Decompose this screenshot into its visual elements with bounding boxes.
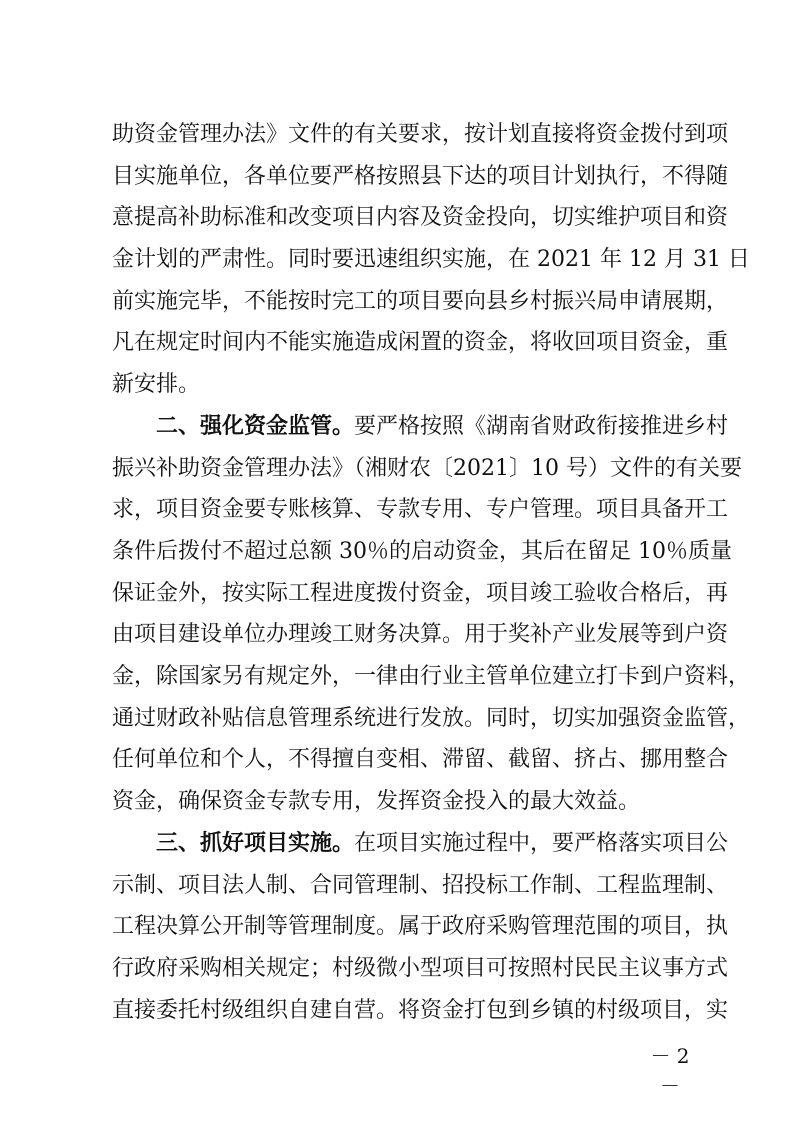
section-3-first-line (156, 829, 729, 859)
body-line: 前实施完毕，不能按时完工的项目要向县乡村振兴局申请展期， (112, 289, 729, 314)
body-line: 目实施单位，各单位要严格按照县下达的项目计划执行，不得随 (112, 164, 729, 189)
body-line: 意提高补助标准和改变项目内容及资金投向，切实维护项目和资 (112, 205, 729, 230)
body-line: 助资金管理办法》文件的有关要求，按计划直接将资金拨付到项 (112, 122, 729, 147)
body-line: 新安排。 (112, 372, 201, 397)
page-number: － 2 － (650, 1044, 690, 1098)
body-line: 示制、项目法人制、合同管理制、招投标工作制、工程监理制、 (112, 873, 729, 898)
body-line: 求，项目资金要专账核算、专款专用、专户管理。项目具备开工 (112, 497, 729, 522)
body-line: 任何单位和个人，不得擅自变相、滞留、截留、挤占、挪用整合 (112, 747, 729, 772)
body-line: 直接委托村级组织自建自营。将资金打包到乡镇的村级项目，实 (112, 998, 729, 1023)
body-line: 由项目建设单位办理竣工财务决算。用于奖补产业发展等到户资 (112, 622, 729, 647)
body-line: 条件后拨付不超过总额 30％的启动资金，其后在留足 10％质量 (112, 539, 732, 564)
body-line: 金，除国家另有规定外，一律由行业主管单位建立打卡到户资料， (112, 664, 751, 689)
section-3-text: 在项目实施过程中，要严格落实项目公 (354, 831, 729, 856)
body-line: 行政府采购相关规定；村级微小型项目可按照村民民主议事方式 (112, 956, 729, 981)
body-line: 资金，确保资金专款专用，发挥资金投入的最大效益。 (112, 789, 641, 814)
section-2-text: 要严格按照《湖南省财政衔接推进乡村 (354, 414, 729, 439)
body-line: 保证金外，按实际工程进度拨付资金，项目竣工验收合格后，再 (112, 581, 729, 606)
section-3-heading: 三、抓好项目实施。 (156, 831, 355, 856)
body-line: 工程决算公开制等管理制度。属于政府采购管理范围的项目，执 (112, 914, 729, 939)
body-line: 振兴补助资金管理办法》（湘财农〔2021〕10 号）文件的有关要 (112, 456, 742, 481)
body-line: 通过财政补贴信息管理系统进行发放。同时，切实加强资金监管， (112, 706, 751, 731)
section-2-heading: 二、强化资金监管。 (156, 414, 355, 439)
body-line: 凡在规定时间内不能实施造成闲置的资金，将收回项目资金，重 (112, 330, 729, 355)
section-2-first-line (156, 412, 729, 442)
body-line: 金计划的严肃性。同时要迅速组织实施，在 2021 年 12 月 31 日 (112, 247, 750, 272)
